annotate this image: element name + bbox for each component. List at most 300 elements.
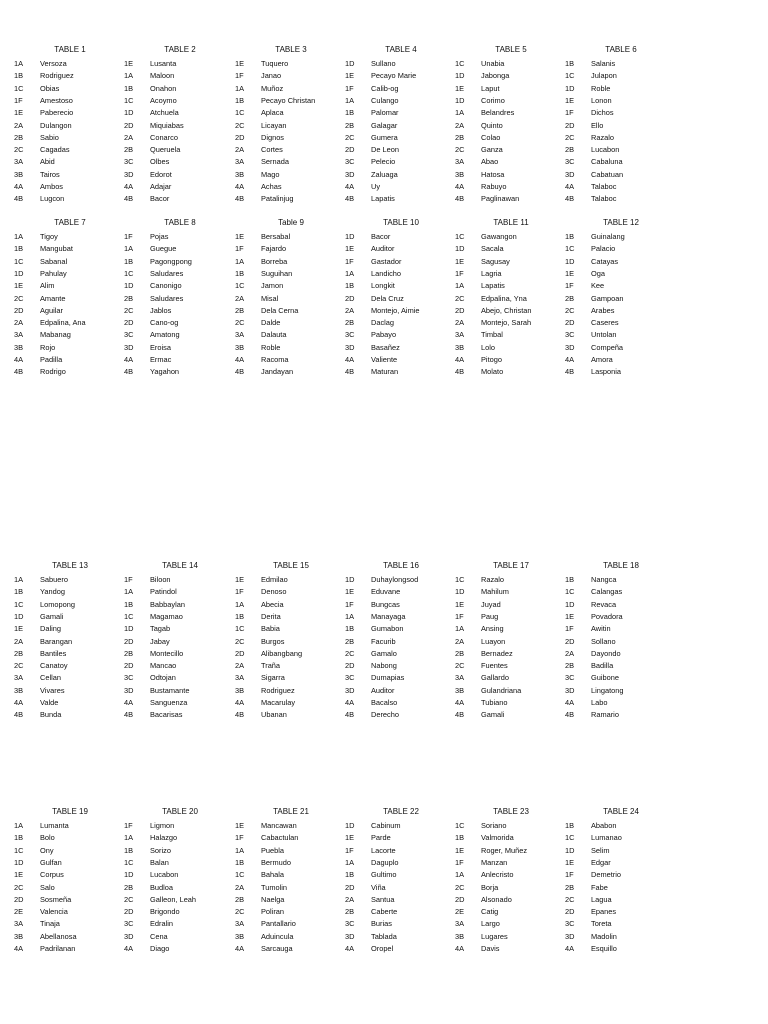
seat-code: 2B: [124, 882, 134, 892]
seat-code: 1C: [124, 857, 134, 867]
student-name: Pecayo Christan: [261, 95, 316, 105]
seat-code: 4B: [235, 367, 245, 377]
table-row: [565, 820, 677, 832]
table-row: [455, 660, 567, 672]
seat-code: 2C: [235, 907, 245, 917]
seat-code: 1C: [124, 268, 134, 278]
seat-code: 1E: [235, 821, 245, 830]
seat-code: 1F: [455, 268, 464, 278]
seat-code: 2A: [235, 882, 245, 892]
seat-code: 1A: [345, 857, 355, 867]
seat-code: 1B: [14, 833, 24, 843]
seat-code: 1A: [455, 108, 465, 118]
table-row: [565, 636, 677, 648]
student-name: Tubiano: [481, 698, 508, 707]
table-row: [565, 107, 677, 119]
table-row: [235, 169, 347, 181]
student-name: Gastador: [371, 256, 402, 266]
student-name: Bustamante: [150, 685, 190, 695]
student-name: Timbal: [481, 330, 503, 340]
seat-code: 1B: [345, 108, 355, 118]
student-name: Patindol: [150, 587, 177, 597]
seat-code: 1E: [345, 587, 355, 597]
seat-code: 4B: [345, 194, 355, 204]
seat-code: 4A: [235, 182, 245, 191]
table-title: TABLE 15: [273, 561, 309, 570]
seat-code: 3B: [455, 342, 465, 352]
table-row: [455, 672, 567, 684]
student-name: Manzan: [481, 857, 508, 867]
student-name: Pagongpong: [150, 256, 192, 266]
student-name: Bacor: [150, 194, 170, 204]
seat-code: 3D: [345, 685, 355, 695]
student-name: Duhaylongsod: [371, 575, 419, 584]
seat-code: 4B: [235, 710, 245, 720]
table-row: [345, 169, 457, 181]
student-name: Onahon: [150, 83, 177, 93]
student-name: Calib-og: [371, 83, 399, 93]
seat-code: 3A: [235, 157, 245, 167]
student-name: Galagar: [371, 120, 398, 130]
seat-code: 1D: [124, 624, 134, 634]
table-row: [124, 243, 236, 255]
seat-code: 1D: [14, 857, 24, 867]
seat-code: 3C: [565, 157, 575, 167]
seat-code: 1C: [455, 575, 465, 584]
seat-code: 2B: [235, 894, 245, 904]
seat-code: 3C: [565, 673, 575, 683]
seat-code: 1C: [124, 611, 134, 621]
table-row: [455, 342, 567, 354]
student-name: Lasponia: [591, 367, 621, 377]
seat-code: 1E: [235, 232, 245, 241]
student-name: Calangas: [591, 587, 623, 597]
seat-code: 4A: [14, 355, 24, 364]
table-row: [124, 623, 236, 635]
student-name: Burgos: [261, 636, 285, 646]
student-name: Gampoan: [591, 293, 624, 303]
table-row: [455, 169, 567, 181]
student-name: Davis: [481, 944, 500, 953]
table-row: [235, 660, 347, 672]
table-row: [14, 906, 126, 918]
table-title: TABLE 1: [54, 45, 86, 54]
table-row: [235, 685, 347, 697]
table-row: [345, 83, 457, 95]
seat-code: 3B: [455, 169, 465, 179]
student-name: Fuentes: [481, 661, 508, 671]
seat-code: 1B: [124, 845, 134, 855]
seat-code: 1B: [345, 281, 355, 291]
seat-code: 1D: [14, 268, 24, 278]
seat-code: 1F: [345, 256, 354, 266]
student-name: Mangubat: [40, 244, 73, 254]
table-row: [235, 586, 347, 598]
student-name: Olbes: [150, 157, 170, 167]
table-row: [14, 894, 126, 906]
student-name: Adajar: [150, 182, 172, 191]
student-name: Mabanag: [40, 330, 71, 340]
table-row: [345, 697, 457, 709]
table-row: [345, 894, 457, 906]
table-row: [124, 599, 236, 611]
student-name: Brigondo: [150, 907, 180, 917]
student-name: Valiente: [371, 355, 398, 364]
seat-code: 1F: [565, 624, 574, 634]
student-name: Facurib: [371, 636, 396, 646]
table-row: [14, 611, 126, 623]
student-name: Vivares: [40, 685, 65, 695]
table-row: [14, 697, 126, 709]
seat-code: 4A: [124, 698, 134, 707]
seat-code: 1E: [455, 845, 465, 855]
seat-code: 4A: [455, 355, 465, 364]
seat-code: 2D: [565, 636, 575, 646]
student-name: Conarco: [150, 132, 178, 142]
seat-code: 1F: [14, 95, 23, 105]
seat-code: 2B: [14, 648, 24, 658]
table-row: [124, 70, 236, 82]
seat-code: 4B: [124, 367, 134, 377]
table-row: [14, 293, 126, 305]
table-row: [14, 366, 126, 378]
seat-code: 1A: [235, 256, 245, 266]
seat-code: 1A: [235, 845, 245, 855]
table-row: [14, 58, 126, 70]
student-name: Gamali: [40, 611, 64, 621]
seat-code: 2D: [455, 305, 465, 315]
table-row: [14, 586, 126, 598]
student-name: Rodriguez: [40, 71, 74, 81]
table-row: [14, 820, 126, 832]
seat-code: 4A: [345, 355, 355, 364]
seat-code: 1C: [455, 821, 465, 830]
table-row: [124, 231, 236, 243]
table-row: [345, 58, 457, 70]
student-name: Dichos: [591, 108, 614, 118]
student-name: Laput: [481, 83, 500, 93]
table-row: [455, 280, 567, 292]
seat-code: 2C: [345, 648, 355, 658]
student-name: Valde: [40, 698, 59, 707]
seat-code: 2B: [124, 145, 134, 155]
table-row: [565, 672, 677, 684]
table-row: [345, 869, 457, 881]
table-row: [565, 144, 677, 156]
table-row: [124, 586, 236, 598]
table-row: [565, 231, 677, 243]
seat-code: 4A: [14, 182, 24, 191]
table-row: [14, 845, 126, 857]
seat-code: 2A: [235, 293, 245, 303]
table-row: [565, 366, 677, 378]
student-name: Ubanan: [261, 710, 287, 720]
student-name: Jablos: [150, 305, 172, 315]
seat-code: 2D: [14, 305, 24, 315]
table-title: TABLE 24: [603, 807, 639, 816]
student-name: Cano-og: [150, 318, 179, 328]
seat-code: 2C: [235, 636, 245, 646]
student-name: Rodriguez: [261, 685, 295, 695]
student-name: Derecho: [371, 710, 399, 720]
table-row: [455, 243, 567, 255]
table-row: [345, 107, 457, 119]
seat-code: 1C: [124, 95, 134, 105]
student-name: Sagusay: [481, 256, 510, 266]
table-row: [124, 857, 236, 869]
table-row: [455, 931, 567, 943]
seat-code: 4A: [345, 944, 355, 953]
seat-code: 1F: [124, 821, 133, 830]
table-row: [455, 156, 567, 168]
seat-code: 2B: [345, 907, 355, 917]
seat-code: 4A: [235, 355, 245, 364]
table-row: [565, 317, 677, 329]
student-name: Bolo: [40, 833, 55, 843]
student-name: Epanes: [591, 907, 617, 917]
table-row: [565, 268, 677, 280]
student-name: Manayaga: [371, 611, 406, 621]
table-row: [14, 243, 126, 255]
student-name: Badilla: [591, 661, 614, 671]
table-row: [455, 857, 567, 869]
seat-code: 1B: [565, 575, 575, 584]
table-row: [124, 882, 236, 894]
seat-code: 1D: [124, 870, 134, 880]
table-row: [345, 317, 457, 329]
table-row: [235, 931, 347, 943]
seat-code: 1F: [124, 575, 133, 584]
student-name: Edralin: [150, 919, 174, 929]
table-row: [345, 857, 457, 869]
student-name: Balan: [150, 857, 169, 867]
student-name: Amante: [40, 293, 66, 303]
table-row: [124, 120, 236, 132]
student-name: Tumolin: [261, 882, 288, 892]
seat-code: 2C: [235, 318, 245, 328]
seat-code: 2C: [565, 894, 575, 904]
student-name: Ello: [591, 120, 604, 130]
student-name: Kee: [591, 281, 605, 291]
student-name: Fabe: [591, 882, 608, 892]
table-row: [14, 648, 126, 660]
seat-code: 1E: [345, 833, 355, 843]
student-name: Awitin: [591, 624, 611, 634]
table-row: [565, 342, 677, 354]
seat-code: 2E: [455, 907, 465, 917]
table-row: [565, 857, 677, 869]
seat-code: 1E: [14, 870, 24, 880]
table-row: [455, 685, 567, 697]
seat-code: 3C: [345, 157, 355, 167]
seat-code: 1C: [14, 599, 24, 609]
table-title: TABLE 2: [164, 45, 196, 54]
student-name: Ramario: [591, 710, 619, 720]
seat-code: 2C: [124, 305, 134, 315]
student-name: Ony: [40, 845, 54, 855]
student-name: Amatong: [150, 330, 180, 340]
table-row: [124, 869, 236, 881]
table-row: [565, 611, 677, 623]
seat-code: 1C: [565, 244, 575, 254]
table-row: [235, 882, 347, 894]
student-name: Cabatuan: [591, 169, 624, 179]
seat-code: 3C: [124, 919, 134, 929]
student-name: Gallardo: [481, 673, 509, 683]
student-name: Canatoy: [40, 661, 68, 671]
table-title: TABLE 10: [383, 218, 419, 227]
seat-code: 2C: [14, 661, 24, 671]
seat-code: 4B: [565, 194, 575, 204]
table-row: [124, 169, 236, 181]
student-name: Lagria: [481, 268, 502, 278]
seat-code: 2C: [14, 145, 24, 155]
table-row: [124, 58, 236, 70]
table-row: [14, 685, 126, 697]
seat-code: 4A: [565, 182, 575, 191]
table-title: TABLE 5: [495, 45, 527, 54]
seat-code: 4B: [124, 194, 134, 204]
student-name: Povadora: [591, 611, 623, 621]
table-row: [345, 156, 457, 168]
student-name: Borreba: [261, 256, 288, 266]
table-row: [14, 268, 126, 280]
student-name: Mahilum: [481, 587, 509, 597]
table-row: [455, 574, 567, 586]
seat-code: 1B: [345, 870, 355, 880]
student-name: Rabuyo: [481, 182, 507, 191]
seat-code: 2B: [124, 648, 134, 658]
student-name: Yagahon: [150, 367, 180, 377]
seat-code: 2C: [14, 293, 24, 303]
student-name: Gawangon: [481, 232, 517, 241]
student-name: Viña: [371, 882, 386, 892]
table-row: [565, 132, 677, 144]
table-row: [124, 366, 236, 378]
student-name: Sosmeña: [40, 894, 72, 904]
table-row: [455, 709, 567, 721]
seat-code: 1A: [14, 821, 24, 830]
table-row: [565, 599, 677, 611]
seat-code: 3A: [455, 330, 465, 340]
student-name: Odtojan: [150, 673, 176, 683]
table-row: [565, 574, 677, 586]
seat-code: 1B: [14, 244, 24, 254]
seat-code: 4A: [455, 182, 465, 191]
seat-code: 2A: [124, 132, 134, 142]
seat-code: 1F: [565, 108, 574, 118]
student-name: Sabuero: [40, 575, 68, 584]
seat-code: 1D: [124, 108, 134, 118]
student-name: Caseres: [591, 318, 619, 328]
seat-code: 1E: [235, 59, 245, 68]
seat-code: 1F: [124, 232, 133, 241]
student-name: Selim: [591, 845, 610, 855]
table-row: [14, 280, 126, 292]
table-row: [565, 305, 677, 317]
seat-code: 1D: [345, 575, 355, 584]
table-row: [565, 586, 677, 598]
table-row: [124, 144, 236, 156]
table-row: [124, 95, 236, 107]
student-name: Corpus: [40, 870, 64, 880]
seat-code: 3C: [345, 673, 355, 683]
student-name: Quinto: [481, 120, 503, 130]
table-row: [455, 636, 567, 648]
table-row: [455, 845, 567, 857]
table-row: [235, 943, 347, 955]
table-row: [345, 931, 457, 943]
student-name: Gulfan: [40, 857, 62, 867]
seat-code: 1C: [14, 256, 24, 266]
seat-code: 4A: [455, 944, 465, 953]
seat-code: 1E: [565, 857, 575, 867]
table-row: [124, 611, 236, 623]
student-name: Obias: [40, 83, 60, 93]
table-row: [124, 906, 236, 918]
seat-code: 1E: [565, 268, 575, 278]
student-name: Guibone: [591, 673, 619, 683]
seat-code: 1B: [345, 624, 355, 634]
table-row: [14, 574, 126, 586]
seat-code: 3C: [124, 157, 134, 167]
table-row: [14, 943, 126, 955]
table-row: [235, 256, 347, 268]
seat-code: 1D: [565, 845, 575, 855]
seat-code: 2B: [345, 318, 355, 328]
seat-code: 3B: [14, 685, 24, 695]
table-row: [124, 820, 236, 832]
student-name: Catig: [481, 907, 499, 917]
table-row: [345, 845, 457, 857]
table-title: TABLE 19: [52, 807, 88, 816]
seat-code: 4A: [345, 182, 355, 191]
student-name: Halazgo: [150, 833, 178, 843]
seat-code: 1C: [455, 232, 465, 241]
student-name: Cabinum: [371, 821, 401, 830]
student-name: Derita: [261, 611, 281, 621]
table-row: [345, 280, 457, 292]
student-name: Uy: [371, 182, 381, 191]
student-name: Diago: [150, 944, 170, 953]
table-row: [124, 685, 236, 697]
seat-code: 1B: [455, 833, 465, 843]
seat-code: 4A: [124, 355, 134, 364]
table-row: [345, 305, 457, 317]
student-name: Ababon: [591, 821, 617, 830]
student-name: Budloa: [150, 882, 174, 892]
seat-code: 1A: [124, 587, 134, 597]
seat-code: 1F: [565, 870, 574, 880]
seat-code: 1B: [124, 83, 134, 93]
student-name: Paberecio: [40, 108, 74, 118]
seat-code: 1E: [345, 244, 355, 254]
student-name: Bernadez: [481, 648, 513, 658]
table-row: [565, 832, 677, 844]
seat-code: 3A: [455, 673, 465, 683]
table-row: [345, 132, 457, 144]
student-name: Amestoso: [40, 95, 73, 105]
table-row: [235, 317, 347, 329]
seat-code: 4A: [345, 698, 355, 707]
student-name: Pecayo Marie: [371, 71, 417, 81]
student-name: Pantallario: [261, 919, 296, 929]
student-name: Patalinjug: [261, 194, 294, 204]
seat-code: 1F: [345, 845, 354, 855]
seat-code: 2B: [565, 661, 575, 671]
seat-code: 2C: [124, 894, 134, 904]
student-name: Julapon: [591, 71, 617, 81]
